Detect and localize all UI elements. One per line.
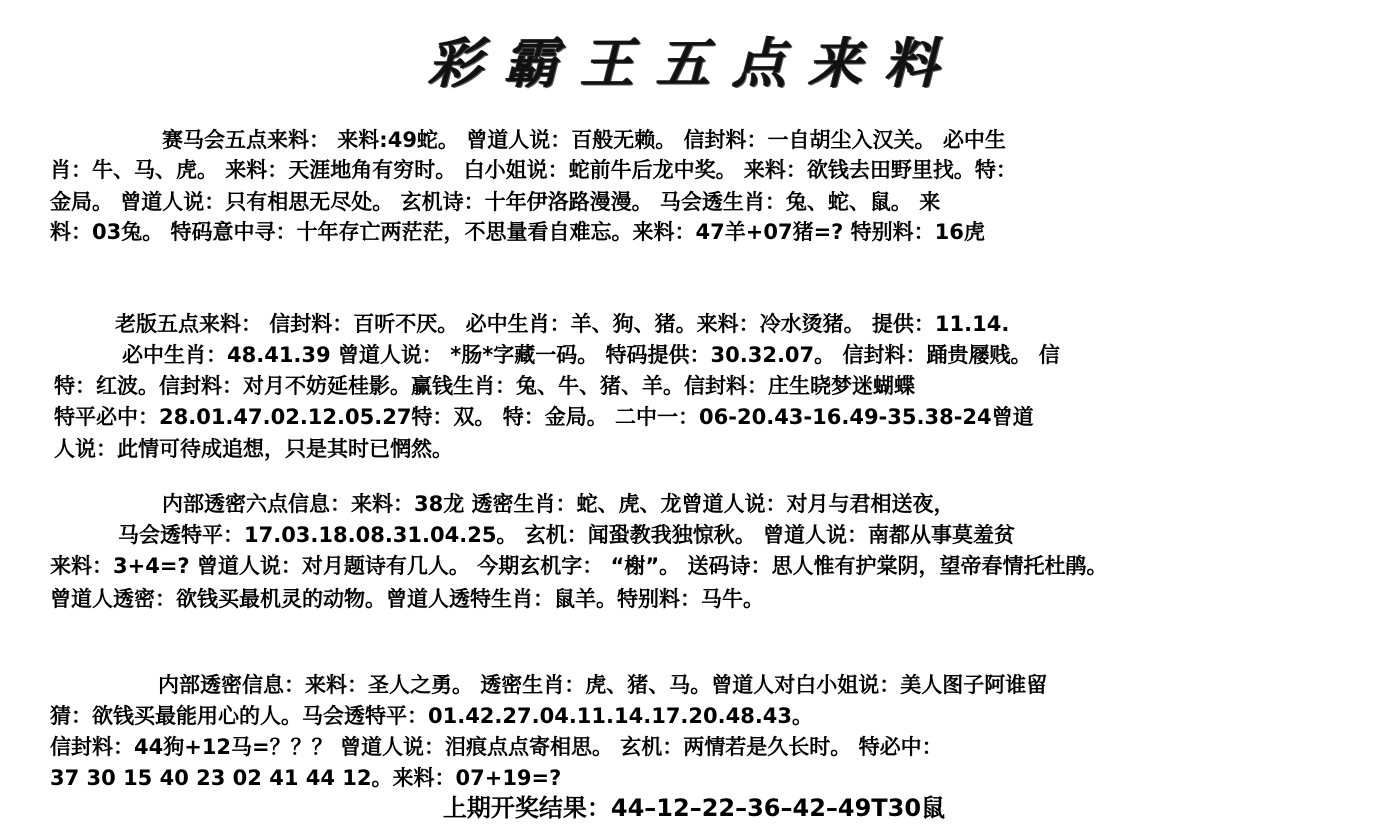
section-1-line-3: 金局。 曾道人说：只有相思无尽处。 玄机诗：十年伊洛路漫漫。 马会透生肖：兔、蛇、鼠。 来 <box>50 190 941 214</box>
section-4-line-1: 内部透密信息：来料：圣人之勇。 透密生肖：虎、猪、马。曾道人对白小姐说：美人图子阿谁留 <box>158 673 1048 697</box>
section-2-line-3: 特：红波。信封料：对月不妨延桂影。赢钱生肖：兔、牛、猪、羊。信封料：庄生晓梦迷蝴蝶 <box>54 374 915 398</box>
section-2-line-2: 必中生肖：48.41.39 曾道人说： *肠*字藏一码。 特码提供：30.32.07。 信封料：踊贵屦贱。 信 <box>122 343 1060 367</box>
section-1-line-4: 料：03兔。 特码意中寻：十年存亡两茫茫，不思量看自难忘。来料：47羊+07猪=? 特别料：16虎 <box>50 220 985 244</box>
section-4-line-2: 猜：欲钱买最能用心的人。马会透特平：01.42.27.04.11.14.17.20.48.43。 <box>50 704 814 728</box>
section-3-line-1: 内部透密六点信息：来料：38龙 透密生肖：蛇、虎、龙曾道人说：对月与君相送夜， <box>162 492 955 516</box>
section-3-line-2: 马会透特平：17.03.18.08.31.04.25。 玄机：闻蛩教我独惊秋。 曾道人说：南都从事莫羞贫 <box>118 523 1016 547</box>
section-3-line-3: 来料：3+4=? 曾道人说：对月题诗有几人。 今期玄机字： “榭”。 送码诗：思人惟有护棠阴，望帝春情托杜鹃。 <box>50 554 1108 578</box>
section-4-line-3: 信封料：44狗+12马=？？？ 曾道人说：泪痕点点寄相思。 玄机：两情若是久长时。 特必中： <box>50 735 943 759</box>
page-title: 彩霸王五点来料 <box>428 31 960 95</box>
section-1-line-2: 肖：牛、马、虎。 来料：天涯地角有穷时。 白小姐说：蛇前牛后龙中奖。 来料：欲钱去田野里找。特： <box>50 158 1017 182</box>
section-3-line-4: 曾道人透密：欲钱买最机灵的动物。曾道人透特生肖：鼠羊。特别料：马牛。 <box>50 587 764 611</box>
last-draw-result: 上期开奖结果：44–12–22–36–42–49T30鼠 <box>442 794 946 822</box>
section-2-line-4: 特平必中：28.01.47.02.12.05.27特：双。 特：金局。 二中一：06-20.43-16.49-35.38-24曾道 <box>54 405 1034 429</box>
section-2-line-1: 老版五点来料： 信封料：百听不厌。 必中生肖：羊、狗、猪。来料：冷水烫猪。 提供：11.14. <box>115 312 1010 336</box>
section-4-line-4: 37 30 15 40 23 02 41 44 12。来料：07+19=? <box>50 766 562 790</box>
section-1-line-1: 赛马会五点来料： 来料:49蛇。 曾道人说：百般无赖。 信封料：一自胡尘入汉关。 必中生 <box>162 128 1006 152</box>
section-2-line-5: 人说：此情可待成追想，只是其时已惘然。 <box>54 437 453 461</box>
